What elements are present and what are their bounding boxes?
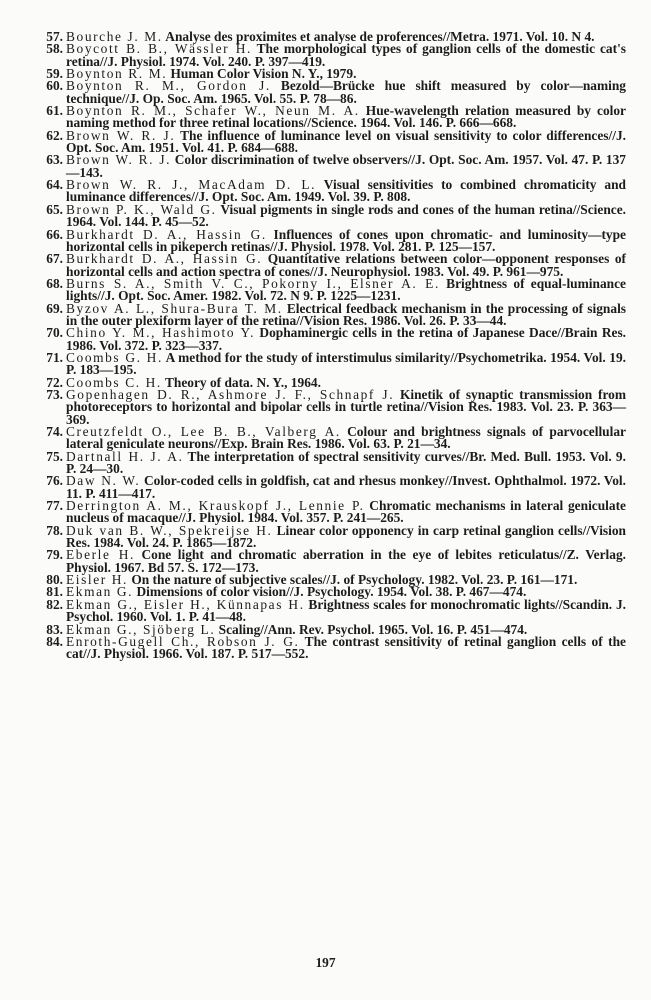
reference-text: Cone light and chromatic aberration in the eye of lebites reticulatus//Z. Verlag. Physiol. 1967. Bd 57. S. 172—173.	[66, 547, 626, 575]
reference-number-text: 70.	[46, 325, 63, 341]
reference-authors: Gopenhagen D. R., Ashmore J. F., Schnapf J.	[66, 386, 395, 402]
reference-text: Chromatic mechanisms in lateral geniculate nucleus of macaque//J. Physiol. 1984. Vol. 357. P. 241—265.	[66, 498, 627, 526]
reference-number	[28, 226, 66, 242]
reference-number-text: 80.	[46, 572, 63, 588]
reference-entry	[28, 349, 626, 378]
reference-number-text: 65.	[46, 201, 63, 217]
reference-authors: Dartnall H. J. A.	[66, 448, 184, 464]
reference-text: Visual pigments in single rods and cones of the human retina//Science. 1964. Vol. 144. P. 45—52.	[66, 201, 626, 230]
reference-text: Electrical feedback mechanism in the processing of signals in the outer plexiform layer of the retina//Vision Res. 1986. Vol. 26. P. 33—44.	[66, 300, 626, 328]
reference-number-text: 71.	[46, 349, 63, 365]
reference-text: Colour and brightness signals of parvocellular lateral geniculate neurons//Exp. Brain Res. 1986. Vol. 63. P. 21—34.	[66, 424, 626, 452]
reference-list	[28, 31, 626, 661]
reference-number-text: 68.	[46, 275, 63, 291]
reference-number	[28, 522, 66, 538]
reference-number-text: 72.	[46, 374, 63, 390]
reference-number	[28, 105, 66, 117]
reference-text: Color-coded cells in goldfish, cat and rhesus monkey//Invest. Ophthalmol. 1972. Vol. 11. P. 411—417.	[66, 473, 626, 501]
reference-text: Kinetik of synaptic transmission from photoreceptors to horizontal and bipolar cells in turtle retina//Vision Res. 1983. Vol. 23. P. 363—369.	[66, 386, 626, 427]
reference-authors: Brown W. R. J.	[66, 152, 172, 168]
reference-entry	[28, 127, 626, 156]
reference-number-text: 62.	[46, 127, 63, 143]
reference-authors: Enroth-Gugell Ch., Robson J. G.	[66, 633, 300, 649]
reference-number-text: 64.	[46, 177, 63, 193]
reference-authors: Brown P. K., Wald G.	[66, 201, 217, 217]
reference-number	[28, 426, 66, 438]
reference-number-text: 60.	[46, 78, 63, 94]
reference-text: The contrast sensitivity of retinal ganglion cells of the cat//J. Physiol. 1966. Vol. 187. P. 517—552.	[66, 633, 626, 662]
reference-authors: Burkhardt D. A., Hassin G.	[66, 251, 263, 267]
reference-number-text: 67.	[46, 251, 63, 267]
reference-entry	[28, 448, 626, 477]
reference-entry	[28, 275, 626, 304]
reference-authors: Burkhardt D. A., Hassin G.	[66, 226, 267, 242]
reference-text: The morphological types of ganglion cells of the domestic cat's retina//J. Physiol. 1974. Vol. 240. P. 397—419.	[66, 41, 626, 69]
reference-authors: Boynton R. M.	[66, 66, 168, 82]
reference-text: Linear color opponency in carp retinal ganglion cells//Vision Res. 1984. Vol. 24. P. 1865—1872.	[66, 522, 627, 551]
reference-authors: Brown W. R. J., MacAdam D. L.	[66, 177, 317, 193]
reference-text: Color discrimination of twelve observers//J. Opt. Soc. Am. 1957. Vol. 47. P. 137—143.	[66, 152, 626, 180]
reference-authors: Boynton R. M., Schafer W., Neun M. A.	[66, 103, 360, 119]
reference-text: Dophaminergic cells in the retina of Japanese Dace//Brain Res. 1986. Vol. 372. P. 323—337.	[66, 325, 626, 353]
reference-text: Bezold—Brücke hue shift measured by color—naming technique//J. Op. Soc. Am. 1965. Vol. 55. P. 78—86.	[66, 78, 626, 106]
reference-text: Hue-wavelength relation measured by color naming method for three retinal locations//Science. 1964. Vol. 146. P. 666—668.	[66, 103, 626, 131]
reference-authors: Eberle H.	[66, 547, 135, 563]
reference-number	[28, 179, 66, 191]
reference-authors: Byzov A. L., Shura-Bura T. M.	[66, 300, 283, 316]
reference-text: Visual sensitivities to combined chromaticity and luminance differences//J. Opt. Soc. Am. 1949. Vol. 39. P. 808.	[66, 177, 626, 205]
reference-number-text: 79.	[46, 547, 63, 563]
reference-authors: Derrington A. M., Krauskopf J., Lennie P.	[66, 498, 365, 514]
reference-entry	[28, 154, 626, 179]
reference-authors: Daw N. W.	[66, 473, 141, 489]
reference-entry	[28, 522, 627, 551]
reference-number	[28, 80, 66, 92]
reference-number-text: 76.	[46, 473, 63, 489]
reference-entry	[28, 80, 626, 105]
reference-text: The influence of luminance level on visual sensitivity to color differences//J. Opt. Soc. Am. 1951. Vol. 41. P. 684—688.	[66, 127, 626, 156]
reference-text: Theory of data. N. Y., 1964.	[161, 374, 321, 390]
reference-authors: Brown W. R. J.	[66, 127, 176, 143]
reference-number	[28, 327, 66, 339]
reference-text: Human Color Vision N. Y., 1979.	[167, 66, 357, 82]
reference-text: The interpretation of spectral sensitivity curves//Br. Med. Bull. 1953. Vol. 9. P. 24—30.	[66, 448, 626, 477]
reference-authors: Chino Y. M., Hashimoto Y.	[66, 325, 256, 341]
reference-number-text: 84.	[46, 633, 63, 649]
reference-entry	[28, 633, 626, 662]
reference-number-text: 66.	[46, 226, 63, 242]
reference-number-text: 82.	[46, 596, 63, 612]
reference-number-text: 58.	[46, 41, 63, 57]
reference-authors: Duk van B. W., Spekreijse H.	[66, 522, 273, 538]
reference-authors: Ekman G.	[66, 584, 134, 600]
reference-number-text: 78.	[46, 522, 63, 538]
reference-text: A method for the study of interstimulus similarity//Psychometrika. 1954. Vol. 19. P. 183—195.	[66, 349, 626, 378]
reference-number	[28, 500, 66, 512]
reference-number-text: 77.	[46, 498, 63, 514]
reference-entry	[28, 475, 626, 500]
reference-entry	[28, 105, 626, 130]
reference-text: Quantitative relations between color—opponent responses of horizontal cells and action spectra of cones//J. Neurophysiol. 1983. Vol. 49. P. 961—975.	[66, 251, 626, 279]
reference-authors: Coombs G. H.	[66, 349, 163, 365]
reference-number-text: 83.	[46, 621, 63, 637]
reference-number-text: 57.	[46, 29, 63, 44]
reference-number	[28, 300, 66, 316]
reference-text: Dimensions of color vision//J. Psychology. 1954. Vol. 38. P. 467—474.	[133, 584, 527, 600]
reference-number	[28, 275, 66, 291]
reference-entry	[28, 549, 626, 574]
reference-number	[28, 349, 66, 365]
reference-number	[28, 448, 66, 464]
page-number: 197	[315, 955, 336, 970]
reference-entry	[28, 253, 626, 278]
reference-number	[28, 596, 66, 612]
reference-number-text: 59.	[46, 66, 63, 82]
reference-entry	[28, 596, 626, 625]
reference-number	[28, 549, 66, 561]
reference-number	[28, 154, 66, 166]
reference-authors: Boynton R. M., Gordon J.	[66, 78, 271, 94]
reference-entry	[28, 179, 626, 204]
reference-text: Brightness of equal-luminance lights//J. Opt. Soc. Amer. 1982. Vol. 72. N 9. P. 1225—1231.	[66, 275, 626, 304]
reference-entry	[28, 426, 626, 451]
reference-authors: Ekman G., Eisler H., Künnapas H.	[66, 596, 305, 612]
reference-number-text: 61.	[46, 103, 63, 119]
reference-number	[28, 201, 66, 217]
reference-entry	[28, 500, 626, 525]
reference-entry	[28, 300, 626, 328]
reference-number-text: 73.	[46, 386, 63, 402]
reference-number	[28, 253, 66, 265]
reference-authors: Ekman G., Sjöberg L.	[66, 621, 216, 637]
reference-entry	[28, 226, 627, 254]
reference-text: On the nature of subjective scales//J. of Psychology. 1982. Vol. 23. P. 161—171.	[128, 572, 578, 588]
reference-entry	[28, 386, 626, 427]
reference-number	[28, 127, 66, 143]
reference-authors: Bourche J. M.	[66, 29, 163, 44]
reference-number-text: 75.	[46, 448, 63, 464]
reference-text: Scaling//Ann. Rev. Psychol. 1965. Vol. 16. P. 451—474.	[215, 621, 528, 637]
reference-number	[28, 386, 66, 402]
reference-text: Influences of cones upon chromatic- and luminosity—type horizontal cells in pikeperch retinas//J. Physiol. 1978. Vol. 281. P. 125—157.	[66, 226, 627, 254]
reference-authors: Eisler H.	[66, 572, 128, 588]
reference-text: Analyse des proximites et analyse de proferences//Metra. 1971. Vol. 10. N 4.	[162, 29, 595, 44]
reference-number-text: 81.	[46, 584, 63, 600]
reference-authors: Boycott B. B., Wässler H.	[66, 41, 252, 57]
reference-number	[28, 43, 66, 55]
reference-number	[28, 633, 66, 649]
reference-entry	[28, 201, 626, 230]
reference-number-text: 63.	[46, 152, 63, 168]
reference-number	[28, 475, 66, 487]
reference-number-text: 74.	[46, 424, 63, 439]
reference-number-text: 69.	[46, 300, 63, 316]
reference-authors: Coombs C. H.	[66, 374, 162, 390]
reference-authors: Burns S. A., Smith V. C., Pokorny I., Elsner A. E.	[66, 275, 440, 291]
reference-entry	[28, 327, 626, 352]
reference-text: Brightness scales for monochromatic lights//Scandin. J. Psychol. 1960. Vol. 1. P. 41—48.	[66, 596, 626, 625]
reference-authors: Creutzfeldt O., Lee B. B., Valberg A.	[66, 424, 341, 439]
reference-entry	[28, 43, 626, 68]
